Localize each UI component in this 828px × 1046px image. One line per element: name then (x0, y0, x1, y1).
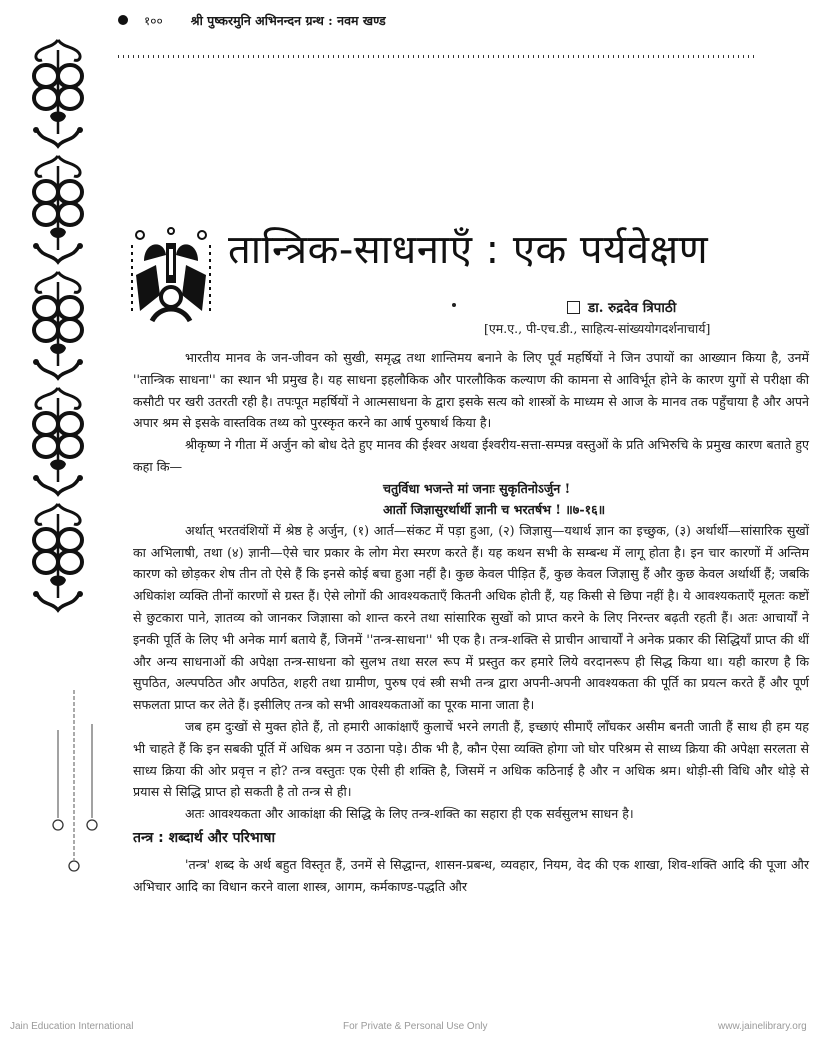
gita-verse (133, 478, 809, 520)
verse-line: आर्तो जिज्ञासुरर्थार्थी ज्ञानी च भरतर्षभ ! ॥७-१६॥ (383, 501, 606, 517)
author-credentials: [एम.ए., पी-एच.डी., साहित्य-सांख्ययोगदर्शनाचार्य] (484, 321, 711, 336)
running-header (118, 10, 386, 30)
ornament-icon (30, 38, 86, 638)
square-icon (567, 301, 580, 314)
footer-usage-note: For Private & Personal Use Only (343, 1021, 488, 1032)
bullet-icon (452, 303, 456, 307)
footer-website-link[interactable]: www.jainelibrary.org (718, 1021, 807, 1032)
deity-emblem-icon (130, 225, 212, 325)
paragraph: 'तन्त्र' शब्द के अर्थ बहुत विस्तृत हैं, उनमें से सिद्धान्त, शासन-प्रबन्ध, व्यवहार, नियम, वेद की एक शाखा, शिव-शक्ति आदि की पूजा और अभिचार आदि का विधान करने वाला शास्त्र, आगम, कर्मकाण्ड-पद्धति और (133, 856, 809, 894)
footer-publisher: Jain Education International (10, 1021, 134, 1032)
paragraph: अतः आवश्यकता और आकांक्षा की सिद्धि के लिए तन्त्र-शक्ति का सहारा ही एक सर्वसुलभ साधन है। (185, 806, 634, 822)
header-divider (118, 55, 758, 58)
article-title: तान्त्रिक-साधनाएँ : एक पर्यवेक्षण (228, 227, 709, 273)
article-body (133, 347, 809, 897)
running-title: श्री पुष्करमुनि अभिनन्दन ग्रन्थ : नवम खण्ड (190, 12, 386, 28)
paragraph: अर्थात् भरतवंशियों में श्रेष्ठ हे अर्जुन, (१) आर्त—संकट में पड़ा हुआ, (२) जिज्ञासु—यथार्थ ज्ञान का इच्छुक, (३) अर्थार्थी—सांसारिक सुखों का अभिलाषी, तथा (४) ज्ञानी—ऐसे चार प्रकार के लोग मेरा स्मरण करते हैं। यह कथन सभी के सम्बन्ध में लागू होता है। इन चार कारणों में अन्तिम कारण को छोड़कर शेष तीन तो ऐसे हैं कि इनसे कोई बचा हुआ नहीं है। कुछ केवल पीड़ित हैं, कुछ केवल जिज्ञासु हैं और कुछ केवल अर्थार्थी हैं; जबकि अधिकांश व्यक्ति तीनों कारणों से ग्रस्त हैं। ऐसे लोगों की आवश्यकताएँ कितनी अधिक होती हैं, यह किसी से छिपा नहीं है। ये आवश्यकताएँ मूलतः कष्टों से छुटकारा पाने, ज्ञातव्य को जानकर जिज्ञासा को शान्त करने तथा सांसारिक सुखों को प्राप्त करने के लिए निरन्तर बढ़ती रहती हैं। अतः आचार्यों ने इनकी पूर्ति के लिए भी अनेक मार्ग बताये हैं, जिनमें ''तन्त्र-साधना'' भी एक है। तन्त्र-शक्ति से प्राचीन आचार्यों ने अनेक प्रकार की सिद्धियाँ प्राप्त की थीं और अन्य साधनाओं की अपेक्षा तन्त्र-साधना को सुलभ तथा सरल रूप में प्रस्तुत कर हमारे लिये वरदानरूप ही सिद्ध किया था। यही कारण है कि सुपठित, अल्पपठित और अपठित, शहरी तथा ग्रामीण, पुरुष एवं स्त्री सभी तन्त्र द्वारा अपनी-अपनी आवश्यकता की पूर्ति का प्रयत्न करते हैं और पूर्ण सफलता प्राप्त कर लेते हैं। इसीलिए तन्त्र को सभी आवश्यकताओं का पूरक माना जाता है। (133, 522, 809, 713)
verse-line: चतुर्विधा भजन्ते मां जनाः सुकृतिनोऽर्जुन ! (383, 480, 571, 496)
paragraph: भारतीय मानव के जन-जीवन को सुखी, समृद्ध तथा शान्तिमय बनाने के लिए पूर्व महर्षियों ने जिन उपायों का आख्यान किया है, उनमें ''तान्त्रिक साधना'' का स्थान भी प्रमुख है। यह साधना इहलौकिक और पारलौकिक कल्याण की कामना से आविर्भूत होने के कारण युगों से परीक्षा की कसौटी पर खरी उतरती रही है। तपःपूत महर्षियों ने आत्मसाधना के द्वारा इसके सत्य को शास्त्रों के माध्यम से आज के मानव तक पहुँचाया है और अपने अपार श्रम से इसके वास्तविक तथ्य को पुरस्कृत करने का आर्ष पुरुषार्थ किया है। (133, 350, 809, 431)
paragraph: जब हम दुःखों से मुक्त होते हैं, तो हमारी आकांक्षाएँ कुलाचें भरने लगती हैं, इच्छाएं सीमाएँ लाँघकर असीम बनती जाती हैं साथ ही हम यह भी चाहते हैं कि इन सबकी पूर्ति में अधिक श्रम न उठाना पड़े। ठीक भी है, कौन ऐसा व्यक्ति होगा जो घोर परिश्रम से साध्य क्रिया की अपेक्षा सरलता से साध्य क्रिया की ओर प्रवृत्त न हो? तन्त्र वस्तुतः एक ऐसी ही शक्ति है, जिसमें न अधिक कठिनाई है और न अधिक श्रम। थोड़ी-सी विधि और थोड़े से प्रयास से सिद्धि प्राप्त हो सकती है तो तन्त्र से ही। (133, 718, 809, 800)
author-byline (567, 298, 676, 316)
pendant-lines-icon (50, 690, 110, 880)
paragraph: श्रीकृष्ण ने गीता में अर्जुन को बोध देते हुए मानव की ईश्वर अथवा ईश्वरीय-सत्ता-सम्पन्न वस्तुओं के प्रति अभिरुचि के प्रमुख कारण बताते हुए कहा कि— (133, 437, 809, 474)
page-number: १०० (144, 13, 163, 28)
section-heading: तन्त्र : शब्दार्थ और परिभाषा (133, 829, 276, 846)
author-name: डा. रुद्रदेव त्रिपाठी (588, 300, 677, 316)
bullet-icon (118, 15, 128, 25)
